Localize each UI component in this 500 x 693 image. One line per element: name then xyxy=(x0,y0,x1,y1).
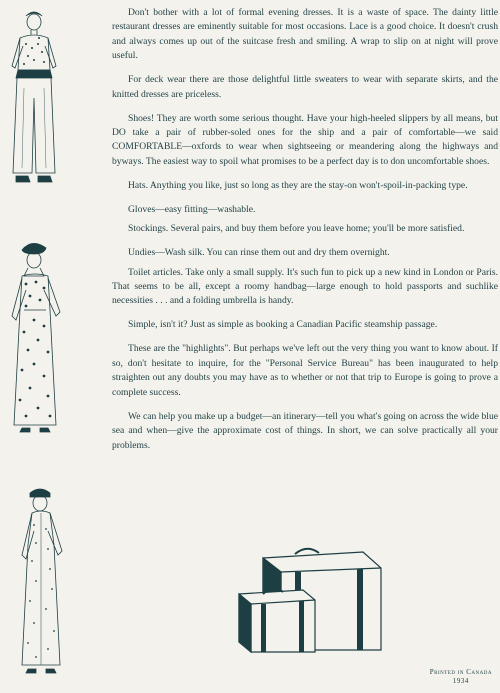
printed-in-footer xyxy=(430,668,492,686)
paragraph-stockings: Stockings. Several pairs, and buy them before you leave home; you'll be more satisfied. xyxy=(128,223,465,235)
paragraph-undies: Undies—Wash silk. You can rinse them out and dry them overnight. xyxy=(128,247,390,259)
paragraph-deck-wear: For deck wear there are those delightful little sweaters to wear with separate skirts, and the knitted dresses are priceless. xyxy=(112,74,498,100)
paragraph-toilet-articles: Toilet articles. Take only a small supply. It's such fun to pick up a new kind in London or Paris. That seems to be all, except a roomy handbag—large enough to hold passports and suchlike necessities . . . and a folding umbrella is handy. xyxy=(112,266,498,307)
fashion-illustration-patterned-dress xyxy=(4,240,66,440)
paragraph-highlights: These are the "highlights". But perhaps we've left out the very thing you want to know about. If so, don't hesitate to inquire, for the "Personal Service Bureau" has been inaugurated to help straighten out any doubts you may have as to whether or not that trip to Europe is going to prove a complete success. xyxy=(112,343,498,398)
print-year: 1934 xyxy=(452,677,469,685)
paragraph-budget: We can help you make up a budget—an itinerary—tell you what's going on across the wide blue sea and when—give the approximate cost of things. In short, we can solve practically all your problems. xyxy=(112,410,498,451)
paragraph-shoes: Shoes! They are worth some serious thought. Have your high-heeled slippers by all means, but DO take a pair of rubber-soled ones for the ship and a pair of comfortable—we said COMFORTABLE—oxfords to wear when sightseeing or meandering along the highways and byways. The easiest way to spoil what promises to be a perfect day is to don uncomfortable shoes. xyxy=(112,112,498,167)
article-body xyxy=(112,6,498,463)
fashion-illustration-coat xyxy=(10,485,72,680)
paragraph-evening-dresses: Don't bother with a lot of formal evening dresses. It is a waste of space. The dainty little restaurant dresses are eminently suitable for most occasions. Lace is a good choice. It doesn't crush and always comes up out of the suitcase fresh and smiling. A wrap to slip on at night will prove useful. xyxy=(112,7,498,62)
paragraph-hats: Hats. Anything you like, just so long as they are the stay-on won't-spoil-in-packing type. xyxy=(128,179,468,191)
suitcases-illustration xyxy=(235,538,385,653)
printed-in-canada: Printed in Canada xyxy=(429,668,492,676)
fashion-illustration-trousers xyxy=(4,8,64,198)
paragraph-gloves: Gloves—easy fitting—washable. xyxy=(128,203,256,215)
paragraph-simple: Simple, isn't it? Just as simple as booking a Canadian Pacific steamship passage. xyxy=(128,319,438,331)
